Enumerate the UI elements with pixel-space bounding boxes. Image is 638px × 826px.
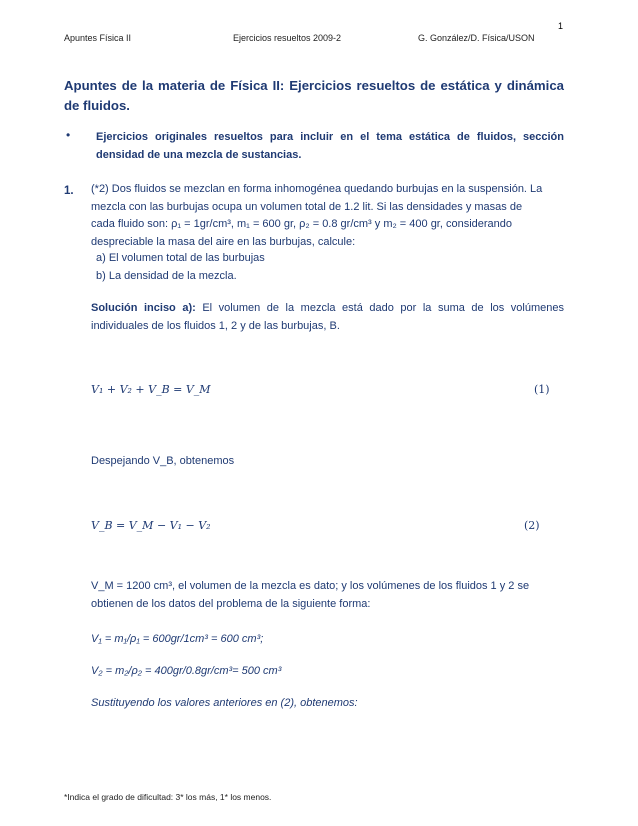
footnote: *Indica el grado de dificultad: 3* los más, 1* los menos. <box>64 792 272 802</box>
page-number: 1 <box>558 21 564 31</box>
solution-label: Solución inciso a): <box>91 302 196 314</box>
vm-line-1: V_M = 1200 cm³, el volumen de la mezcla es dato; y los volúmenes de los fluidos 1 y 2 se <box>91 580 530 592</box>
problem-number: 1. <box>64 185 74 197</box>
v2-formula: V₂ = m₂/ρ₂ = 400gr/0.8gr/cm³= 500 cm³ <box>91 665 282 677</box>
document-title: Apuntes de la materia de Física II: Ejercicios resueltos de estática y dinámica de fluidos. <box>64 78 564 113</box>
problem-line-2: mezcla con las burbujas ocupa un volumen total de 1.2 lit. Si las densidades y masas de <box>91 200 523 213</box>
header-right: G. González/D. Física/USON <box>418 33 535 43</box>
item-a: a) El volumen total de las burbujas <box>96 252 265 264</box>
equation-1-number: (1) <box>534 383 550 396</box>
despejando-text: Despejando V_B, obtenemos <box>91 455 235 467</box>
sustituyendo-text: Sustituyendo los valores anteriores en (2), obtenemos: <box>91 697 358 709</box>
solution-text: El volumen de la mezcla está dado por la suma de los volúmenes individuales de los fluidos 1, 2 y de las burbujas, B. <box>91 302 564 332</box>
problem-line-3a: cada fluido son: <box>91 218 172 230</box>
header-left: Apuntes Física II <box>64 33 132 43</box>
problem-statement <box>91 181 564 251</box>
v1-formula: V₁ = m₁/ρ₁ = 600gr/1cm³ = 600 cm³; <box>91 633 264 645</box>
vm-paragraph <box>91 578 564 613</box>
item-b: b) La densidad de la mezcla. <box>96 270 237 282</box>
problem-line-1: (*2) Dos fluidos se mezclan en forma inhomogénea quedando burbujas en la suspensión. La <box>91 183 543 195</box>
solution-paragraph <box>91 300 564 335</box>
vm-line-2: obtienen de los datos del problema de la siguiente forma: <box>91 597 371 610</box>
equation-1: V₁ + V₂ + V_B = V_M <box>91 383 211 396</box>
problem-line-4: despreciable la masa del aire en las burbujas, calcule: <box>91 235 356 248</box>
equation-2-number: (2) <box>524 519 540 532</box>
problem-line-3 <box>91 216 564 234</box>
equation-2: V_B = V_M − V₁ − V₂ <box>91 519 211 532</box>
header-center: Ejercicios resueltos 2009-2 <box>233 33 342 43</box>
bullet-marker: • <box>66 128 71 142</box>
problem-line-3b: ρ₁ = 1gr/cm³, m₁ = 600 gr, ρ₂ = 0.8 gr/cm³ y m₂ = 400 gr, considerando <box>171 218 513 230</box>
bullet-text: Ejercicios originales resueltos para incluir en el tema estática de fluidos, sección densidad de una mezcla de sustancias. <box>96 131 564 161</box>
